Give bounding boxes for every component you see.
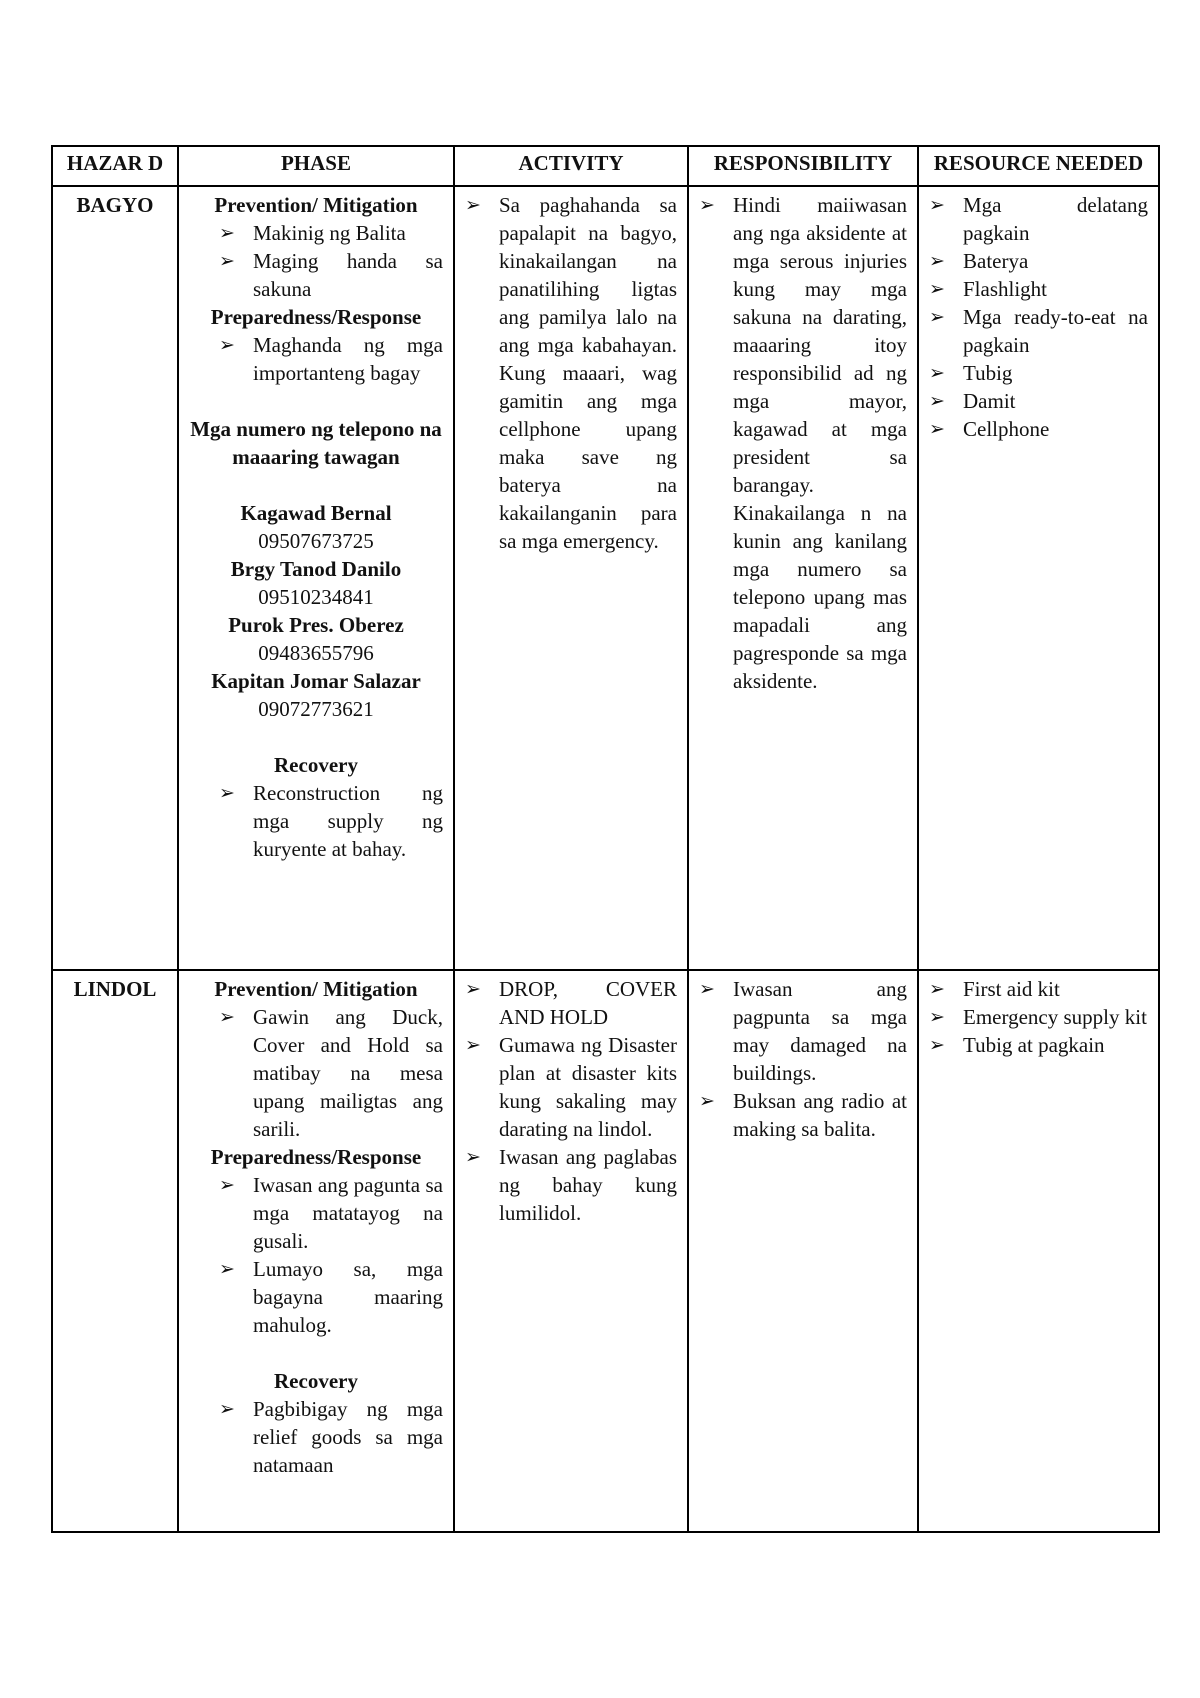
phase-cell-bagyo	[178, 186, 454, 970]
resource-cell-lindol	[918, 970, 1159, 1532]
list-item: ➢ Maging handa sa sakuna	[219, 247, 443, 303]
list-item: ➢ Mga ready-to-eat na pagkain	[929, 303, 1148, 359]
list-item: ➢ Tubig at pagkain	[929, 1031, 1148, 1059]
table-row-lindol	[52, 970, 1159, 1532]
list-item: ➢ Iwasan ang pagunta sa mga matatayog na gusali.	[219, 1171, 443, 1255]
header-resource-needed: RESOURCE NEEDED	[918, 146, 1159, 186]
list-item: ➢ Cellphone	[929, 415, 1148, 443]
recovery-title: Recovery	[274, 1369, 358, 1393]
prevention-list	[189, 219, 443, 303]
responsibility-list	[699, 975, 907, 1143]
contact-number: 09072773621	[258, 697, 374, 721]
list-item: ➢ Gumawa ng Disaster plan at disaster kits kung sakaling may darating na lindol.	[465, 1031, 677, 1143]
contact-name: Kapitan Jomar Salazar	[211, 669, 421, 693]
preparedness-list	[189, 331, 443, 387]
activity-list	[465, 191, 677, 555]
list-item: ➢ Mga delatang pagkain	[929, 191, 1148, 247]
activity-list	[465, 975, 677, 1227]
responsibility-cell-bagyo	[688, 186, 918, 970]
responsibility-list	[699, 191, 907, 695]
list-item: ➢ Hindi maiiwasan ang nga aksidente at mga serous injuries kung may mga sakuna na darating, maaaring itoy responsibilid ad ng mga mayor, kagawad at mga president sa barangay. Kinakailanga n na kunin ang kanilang mga numero sa telepono upang mas mapadali ang pagresponde sa mga aksidente.	[699, 191, 907, 695]
list-item: ➢ DROP, COVER AND HOLD	[465, 975, 677, 1031]
responsibility-cell-lindol	[688, 970, 918, 1532]
contact-number: 09510234841	[258, 585, 374, 609]
header-phase: PHASE	[178, 146, 454, 186]
list-item: ➢ Lumayo sa, mga bagayna maaring mahulog.	[219, 1255, 443, 1339]
recovery-list	[189, 1395, 443, 1479]
prevention-title: Prevention/ Mitigation	[214, 977, 418, 1001]
list-item: ➢ Buksan ang radio at making sa balita.	[699, 1087, 907, 1143]
header-row	[52, 146, 1159, 186]
prevention-title: Prevention/ Mitigation	[214, 193, 418, 217]
recovery-title: Recovery	[274, 753, 358, 777]
list-item: ➢ Maghanda ng mga importanteng bagay	[219, 331, 443, 387]
header-hazard: HAZAR D	[52, 146, 178, 186]
list-item: ➢ Iwasan ang paglabas ng bahay kung lumilidol.	[465, 1143, 677, 1227]
resource-list	[929, 975, 1148, 1059]
contact-number: 09507673725	[258, 529, 374, 553]
contact-number: 09483655796	[258, 641, 374, 665]
list-item: ➢ Emergency supply kit	[929, 1003, 1148, 1031]
list-item: ➢ Gawin ang Duck, Cover and Hold sa matibay na mesa upang mailigtas ang sarili.	[219, 1003, 443, 1143]
list-item: ➢ Pagbibigay ng mga relief goods sa mga natamaan	[219, 1395, 443, 1479]
resource-cell-bagyo	[918, 186, 1159, 970]
hazard-cell-lindol: LINDOL	[52, 970, 178, 1532]
list-item: ➢ Iwasan ang pagpunta sa mga may damaged na buildings.	[699, 975, 907, 1087]
list-item: ➢ Sa paghahanda sa papalapit na bagyo, kinakailangan na panatilihing ligtas ang pamilya lalo na ang mga kabahayan. Kung maaari, wag gamitin ang mga cellphone upang maka save ng baterya na kakailanganin para sa mga emergency.	[465, 191, 677, 555]
activity-cell-bagyo	[454, 186, 688, 970]
contacts-title: Mga numero ng telepono na maaaring tawagan	[190, 417, 442, 469]
list-item: ➢ Makinig ng Balita	[219, 219, 443, 247]
list-item: ➢ First aid kit	[929, 975, 1148, 1003]
contact-name: Purok Pres. Oberez	[228, 613, 404, 637]
activity-cell-lindol	[454, 970, 688, 1532]
preparedness-list	[189, 1171, 443, 1339]
preparedness-title: Preparedness/Response	[210, 1145, 422, 1169]
list-item: ➢ Damit	[929, 387, 1148, 415]
preparedness-title: Preparedness/Response	[210, 305, 422, 329]
resource-list	[929, 191, 1148, 443]
list-item: ➢ Baterya	[929, 247, 1148, 275]
contact-name: Kagawad Bernal	[240, 501, 392, 525]
contact-name: Brgy Tanod Danilo	[230, 557, 402, 581]
list-item: ➢ Tubig	[929, 359, 1148, 387]
prevention-list	[189, 1003, 443, 1143]
table-row-bagyo	[52, 186, 1159, 970]
header-activity: ACTIVITY	[454, 146, 688, 186]
recovery-list	[189, 779, 443, 863]
header-responsibility: RESPONSIBILITY	[688, 146, 918, 186]
list-item: ➢ Flashlight	[929, 275, 1148, 303]
hazard-cell-bagyo: BAGYO	[52, 186, 178, 970]
list-item: ➢ Reconstruction ng mga supply ng kuryente at bahay.	[219, 779, 443, 863]
hazard-plan-table	[51, 145, 1160, 1533]
phase-cell-lindol	[178, 970, 454, 1532]
